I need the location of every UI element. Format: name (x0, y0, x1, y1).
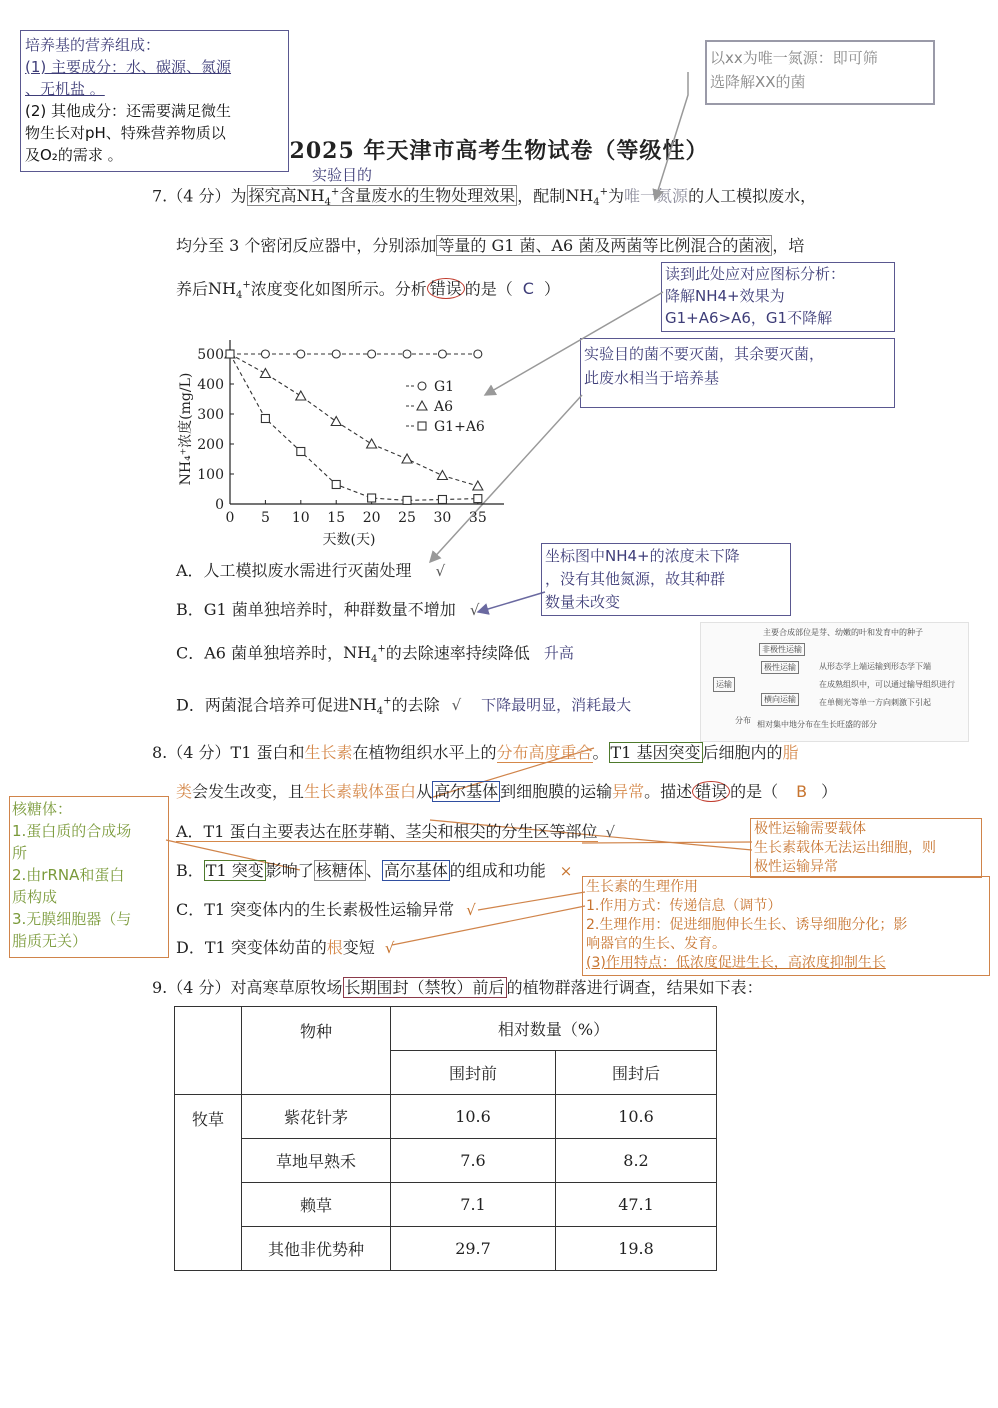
nh4-base: NH (343, 643, 372, 663)
y-tick-label: 200 (197, 437, 224, 453)
q7-option-b[interactable] (176, 602, 479, 618)
data-point-square (297, 448, 305, 456)
mini-desc: 相对集中地分布在生长旺盛的部分 (757, 720, 877, 729)
ribosome-highlight: 核糖体 (315, 861, 364, 880)
data-point-square (368, 494, 376, 502)
data-point-circle (332, 350, 340, 358)
nh4-formula (208, 279, 251, 302)
note-line: 生长素载体无法运出细胞，则 (754, 840, 936, 856)
note-line: 生长素的生理作用 (586, 879, 698, 895)
note-no-sterilize (584, 342, 824, 390)
note-line: 响器官的生长、发育。 (586, 936, 726, 952)
mini-root: 运输 (713, 677, 735, 692)
note-line: 极性运输异常 (754, 859, 838, 875)
q7-option-c[interactable] (176, 645, 574, 666)
nh4-sup: + (242, 280, 251, 291)
cross-mark: × (559, 862, 573, 880)
option-text: 的去除速率持续降低 (385, 643, 530, 663)
data-point-square (332, 481, 340, 489)
data-point-circle (438, 350, 446, 358)
q7-number: 7.（4 分）为 (152, 186, 247, 206)
data-point-circle (368, 350, 376, 358)
mini-desc: 从形态学上端运输到形态学下端 (819, 662, 931, 671)
note-auxin (586, 878, 907, 973)
abnormal-highlight: 异常 (612, 782, 645, 801)
text: 8.（4 分）T1 蛋白和 (152, 743, 305, 762)
nh4-sup: + (383, 696, 392, 707)
mutation-highlight: T1 突变 (205, 861, 264, 880)
x-tick-label: 30 (433, 510, 452, 526)
data-point-square (403, 496, 411, 504)
y-axis-label: NH₄⁺浓度(mg/L) (178, 372, 194, 486)
text: 。 (592, 743, 609, 762)
text: 为 (608, 186, 625, 206)
note-line: 2.由rRNA和蛋白 (12, 866, 125, 884)
mutation-highlight: T1 基因突变 (610, 743, 701, 762)
note-line: 所 (12, 844, 28, 862)
y-tick-label: 500 (197, 347, 224, 363)
nh4-formula (343, 643, 386, 666)
mini-desc: 主要合成部位是芽、幼嫩的叶和发育中的种子 (763, 628, 923, 637)
x-tick-label: 35 (468, 510, 487, 526)
note-line: 及O₂的需求 。 (25, 146, 123, 164)
root-highlight: 根 (326, 938, 343, 957)
note-medium (25, 34, 231, 166)
data-point-triangle (296, 391, 306, 400)
data-point-triangle (473, 481, 483, 490)
note-line: 数量未改变 (545, 593, 621, 611)
legend-label: G1 (434, 379, 455, 395)
note-line: 物生长对pH、特殊营养物质以 (25, 124, 226, 142)
q7-answer: C (522, 279, 534, 299)
table-header: 物种 (242, 1007, 391, 1095)
y-tick-label: 0 (215, 497, 224, 513)
check-mark: √ (466, 901, 476, 919)
fencing-highlight: 长期围封（禁牧）前后 (344, 978, 505, 997)
nh4-base: NH (348, 695, 377, 715)
auxin-highlight: 生长素 (304, 743, 353, 762)
mini-item: 非极性运输 (759, 643, 805, 656)
note-line: G1+A6>A6，G1不降解 (665, 309, 833, 327)
nh4-sub: 4 (235, 290, 243, 302)
text: 从 (416, 782, 433, 801)
text: 会发生改变，且 (192, 782, 305, 801)
data-point-triangle (437, 471, 447, 480)
data-point-triangle (417, 401, 427, 410)
note-line: 极性运输需要载体 (754, 821, 866, 837)
text: 的是（ (464, 279, 513, 299)
table-cell: 7.1 (391, 1183, 556, 1227)
text: 9.（4 分）对高寒草原牧场 (152, 978, 343, 997)
mini-item: 横向运输 (761, 693, 799, 706)
table-cell: 10.6 (391, 1095, 556, 1139)
nh4-sub: 4 (371, 654, 378, 666)
option-text: 变短 (342, 938, 375, 957)
option-text: B．G1 菌单独培养时，种群数量不增加 (176, 600, 456, 619)
nh4-formula (296, 186, 340, 209)
note-polar-transport (754, 820, 936, 877)
text: 的人工模拟废水， (688, 186, 817, 206)
note-line: ，没有其他氮源，故其种群 (545, 570, 726, 588)
ammonium-concentration-chart (172, 308, 512, 558)
q7-line2 (176, 238, 804, 254)
note-line: 坐标图中NH4+的浓度未下降 (545, 547, 740, 565)
table-cell: 赖草 (242, 1183, 391, 1227)
option-text: 的组成和功能 (449, 861, 546, 880)
option-text: D．T1 突变体幼苗的 (176, 938, 327, 957)
data-point-square (261, 415, 269, 423)
text: 。描述 (644, 782, 693, 801)
table-row (175, 1095, 717, 1139)
note-line: 、无机盐 。 (25, 80, 105, 98)
golgi-highlight: 高尔基体 (383, 861, 448, 880)
mini-item: 分布 (735, 716, 751, 725)
option-text: B． (176, 861, 204, 880)
mini-desc: 在单侧光等单一方向刺激下引起 (819, 698, 931, 707)
nh4-sub: 4 (324, 197, 331, 209)
nh4-sup: + (599, 187, 609, 198)
note-exp-purpose: 实验目的 (312, 166, 373, 184)
nh4-base: NH (296, 186, 325, 206)
table-cell: 47.1 (556, 1183, 717, 1227)
option-text: A．人工模拟废水需进行灭菌处理 (176, 561, 412, 580)
x-tick-label: 15 (327, 510, 346, 526)
note-line: 以xx为唯一氮源：即可筛 (710, 49, 878, 67)
data-point-triangle (367, 439, 377, 448)
nh4-sub: 4 (593, 197, 600, 209)
data-point-circle (418, 382, 426, 390)
text: 在植物组织水平上的 (352, 743, 497, 762)
note-line: 实验目的菌不要灭菌，其余要灭菌， (584, 345, 825, 363)
q8-option-a[interactable] (176, 824, 615, 840)
q8-option-c[interactable] (176, 902, 476, 918)
table-header: 围封后 (556, 1051, 717, 1095)
note-line: (3)作用特点：低浓度促进生长，高浓度抑制生长 (586, 955, 886, 971)
note-line: 核糖体： (12, 800, 73, 818)
option-text: A．T1 蛋白主要表达在胚芽鞘、茎尖和根尖的分生区等部位 (176, 822, 598, 841)
option-text: 的去除 (391, 695, 440, 715)
note-line: (1) 主要成分：水、碳源、氮源 (25, 58, 232, 76)
data-point-square (418, 422, 426, 430)
text: 浓度变化如图所示。分析 (250, 279, 427, 299)
note-chart-read (665, 263, 845, 329)
q7-option-d[interactable] (176, 697, 631, 718)
nh4-formula (565, 186, 609, 209)
mini-desc: 在成熟组织中，可以通过输导组织进行 (819, 680, 955, 689)
table-cell: 8.2 (556, 1139, 717, 1183)
y-tick-label: 300 (197, 407, 224, 423)
check-mark: √ (605, 823, 616, 841)
auxin-transport-mini-diagram (700, 622, 969, 742)
text: ） (821, 782, 838, 801)
lipid-highlight: 脂 (782, 743, 799, 762)
data-point-square (226, 350, 234, 358)
text: 均分至 3 个密闭反应器中，分别添加 (176, 236, 437, 255)
text: 养后 (176, 279, 209, 299)
option-text: 、 (365, 861, 382, 880)
check-mark: √ (469, 601, 480, 619)
note-line: 3.无膜细胞器（与 (12, 910, 132, 928)
option-text: C．A6 菌单独培养时， (176, 643, 344, 663)
data-point-circle (474, 350, 482, 358)
chart-axes (177, 340, 504, 548)
text: ） (543, 279, 560, 299)
nh4-sup: + (330, 187, 340, 198)
note-line: 2.生理作用：促进细胞伸长生长、诱导细胞分化；影 (586, 917, 908, 933)
note-ribosome (12, 798, 131, 952)
text: 到细胞膜的运输 (500, 782, 613, 801)
line-auxin-c (478, 892, 585, 910)
option-text: C．T1 突变体内的生长素极性运输异常 (176, 900, 455, 919)
table-cell: 7.6 (391, 1139, 556, 1183)
table-header: 相对数量（%） (391, 1007, 717, 1051)
note-no-decrease (545, 545, 740, 614)
q9-stem (152, 980, 763, 996)
note-line: 1.作用方式：传递信息（调节） (586, 898, 782, 914)
nh4-base: NH (565, 186, 594, 206)
table-row (175, 1227, 717, 1271)
table-cell: 19.8 (556, 1227, 717, 1271)
carrier-highlight: 生长素载体蛋白 (304, 782, 417, 801)
q7-option-a[interactable] (176, 563, 445, 579)
text: 的是（ (730, 782, 779, 801)
x-axis-label: 天数(天) (322, 532, 376, 548)
table-cell: 草地早熟禾 (242, 1139, 391, 1183)
nh4-sub: 4 (376, 706, 384, 718)
q7-line1 (152, 188, 816, 209)
data-point-circle (297, 350, 305, 358)
arrow-no-decrease (478, 592, 545, 612)
x-tick-label: 5 (260, 510, 270, 526)
table-group-cell: 牧草 (175, 1095, 242, 1271)
q8-option-d[interactable] (176, 940, 394, 956)
note-most-decline: 下降最明显，消耗最大 (481, 696, 632, 715)
x-tick-label: 0 (225, 510, 235, 526)
text: ，配制 (517, 186, 566, 206)
q7-groups-highlight: 等量的 G1 菌、A6 菌及两菌等比例混合的菌液 (438, 236, 771, 255)
table-cell: 其他非优势种 (242, 1227, 391, 1271)
data-point-triangle (402, 454, 412, 463)
table-row (175, 1183, 717, 1227)
note-line: 培养基的营养组成： (25, 36, 161, 54)
legend-label: G1+A6 (434, 419, 485, 435)
text: 的植物群落进行调查，结果如下表： (506, 978, 763, 997)
nh4-sup: + (377, 644, 386, 655)
text: 后细胞内的 (702, 743, 783, 762)
table-row (175, 1139, 717, 1183)
text: 探究高 (248, 186, 297, 206)
text: 含量废水的生物处理效果 (339, 186, 516, 206)
q7-line3 (176, 281, 560, 302)
q8-line1 (152, 745, 799, 761)
line-polar-b (582, 842, 752, 843)
table-cell: 29.7 (391, 1227, 556, 1271)
overlap-highlight: 分布高度重合 (496, 743, 593, 762)
community-table (174, 1006, 717, 1271)
wrong-keyword-circle: 错误 (692, 781, 730, 802)
check-mark: √ (384, 939, 395, 957)
data-point-triangle (260, 369, 270, 378)
note-line: 此废水相当于培养基 (584, 369, 720, 387)
lipid-highlight: 类 (176, 782, 193, 801)
x-tick-label: 20 (362, 510, 381, 526)
wrong-keyword-circle: 错误 (427, 278, 465, 299)
table-corner-cell (175, 1007, 242, 1095)
page-title: 2025 年天津市高考生物试卷（等级性） (289, 138, 709, 164)
note-rise: 升高 (543, 644, 574, 663)
note-line: 降解NH4+效果为 (665, 287, 785, 305)
nh4-formula (348, 695, 392, 718)
q8-line2 (176, 784, 837, 800)
data-point-square (438, 496, 446, 504)
y-tick-label: 400 (197, 377, 224, 393)
data-point-triangle (331, 417, 341, 426)
x-tick-label: 10 (291, 510, 310, 526)
table-cell: 紫花针茅 (242, 1095, 391, 1139)
chart-legend (406, 379, 485, 435)
check-mark: √ (435, 562, 446, 580)
data-point-circle (403, 350, 411, 358)
table-header: 围封前 (391, 1051, 556, 1095)
note-line: 质构成 (12, 888, 58, 906)
y-tick-label: 100 (197, 467, 224, 483)
x-tick-label: 25 (398, 510, 416, 526)
q8-answer: B (796, 782, 808, 801)
note-line: 读到此处应对应图标分析： (665, 265, 846, 283)
sole-nitrogen-highlight: 唯一氮源 (624, 186, 689, 206)
data-point-circle (261, 350, 269, 358)
option-text: D．两菌混合培养可促进 (176, 695, 349, 715)
note-line: 脂质无关） (12, 932, 88, 950)
note-sole-nitrogen (710, 46, 878, 94)
table-cell: 10.6 (556, 1095, 717, 1139)
note-line: 1.蛋白质的合成场 (12, 822, 132, 840)
note-line: (2) 其他成分：还需要满足微生 (25, 102, 232, 120)
golgi-highlight: 高尔基体 (434, 782, 499, 801)
q8-option-b[interactable] (176, 863, 572, 879)
data-point-square (474, 495, 482, 503)
check-mark: √ (451, 696, 462, 715)
q7-exp-purpose-highlight (247, 185, 518, 209)
mini-item: 极性运输 (761, 661, 799, 674)
nh4-base: NH (208, 279, 236, 299)
note-line: 选降解XX的菌 (710, 73, 806, 91)
text: ，培 (772, 236, 805, 255)
legend-label: A6 (434, 399, 454, 415)
option-text: 影响了 (265, 861, 314, 880)
